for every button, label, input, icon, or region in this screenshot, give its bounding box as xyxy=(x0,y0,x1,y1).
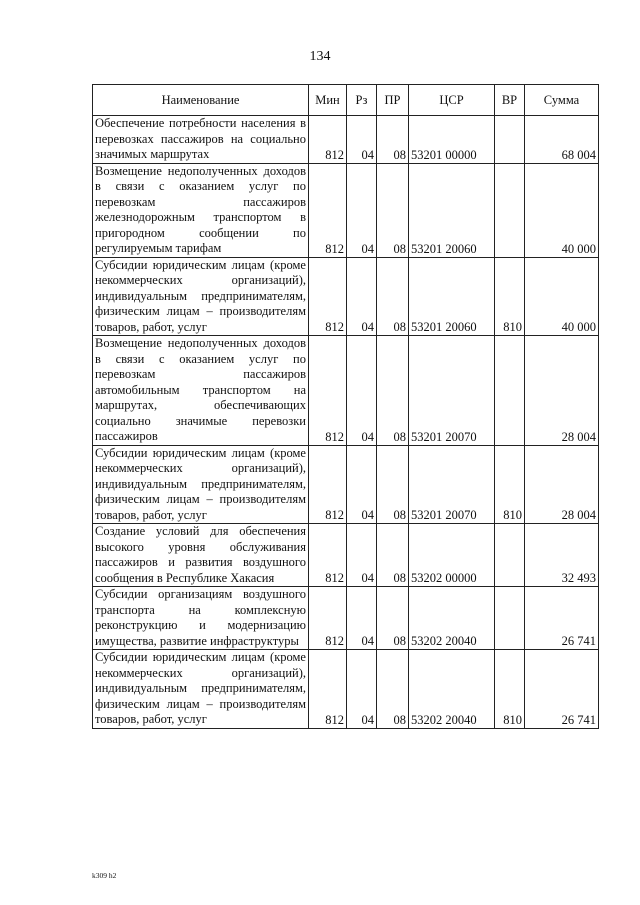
column-header-pr: ПР xyxy=(377,85,409,116)
row-min: 812 xyxy=(309,257,347,336)
row-vr xyxy=(495,524,525,587)
row-pr: 08 xyxy=(377,445,409,524)
row-sum: 26 741 xyxy=(525,587,599,650)
column-header-sum: Сумма xyxy=(525,85,599,116)
row-pr: 08 xyxy=(377,163,409,257)
row-vr: 810 xyxy=(495,257,525,336)
row-min: 812 xyxy=(309,445,347,524)
row-rz: 04 xyxy=(347,445,377,524)
page-number: 134 xyxy=(309,49,331,64)
column-header-csr: ЦСР xyxy=(409,85,495,116)
column-header-min: Мин xyxy=(309,85,347,116)
table-row xyxy=(93,587,599,650)
column-header-name: Наименование xyxy=(93,85,309,116)
row-min: 812 xyxy=(309,524,347,587)
row-csr: 53201 20060 xyxy=(409,257,495,336)
row-min: 812 xyxy=(309,650,347,729)
table-row xyxy=(93,650,599,729)
row-min: 812 xyxy=(309,116,347,164)
row-vr xyxy=(495,336,525,446)
column-header-vr: ВР xyxy=(495,85,525,116)
table-row xyxy=(93,336,599,446)
row-rz: 04 xyxy=(347,650,377,729)
row-sum: 28 004 xyxy=(525,336,599,446)
row-csr: 53201 20060 xyxy=(409,163,495,257)
table-row xyxy=(93,445,599,524)
row-sum: 26 741 xyxy=(525,650,599,729)
row-pr: 08 xyxy=(377,587,409,650)
row-csr: 53202 20040 xyxy=(409,650,495,729)
row-rz: 04 xyxy=(347,587,377,650)
row-sum: 40 000 xyxy=(525,257,599,336)
row-name: Субсидии юридическим лицам (кроме некоммерческих организаций), индивидуальным предпринимателям, физическим лицам – производителям товаров, работ, услуг xyxy=(93,257,309,336)
table-row xyxy=(93,163,599,257)
row-vr xyxy=(495,587,525,650)
row-name: Возмещение недополученных доходов в связи с оказанием услуг по перевозкам пассажиров железнодорожным транспортом в пригородном сообщении по регулируемым тарифам xyxy=(93,163,309,257)
row-rz: 04 xyxy=(347,336,377,446)
row-name: Обеспечение потребности населения в перевозках пассажиров на социально значимых маршрутах xyxy=(93,116,309,164)
row-csr: 53201 00000 xyxy=(409,116,495,164)
row-vr xyxy=(495,116,525,164)
row-pr: 08 xyxy=(377,116,409,164)
row-min: 812 xyxy=(309,163,347,257)
row-pr: 08 xyxy=(377,336,409,446)
row-vr xyxy=(495,163,525,257)
row-name: Возмещение недополученных доходов в связи с оказанием услуг по перевозкам пассажиров автомобильным транспортом на маршрутах, обеспечивающих социально значимые перевозки пассажиров xyxy=(93,336,309,446)
row-pr: 08 xyxy=(377,257,409,336)
header-row xyxy=(93,85,599,116)
row-pr: 08 xyxy=(377,524,409,587)
row-rz: 04 xyxy=(347,116,377,164)
row-pr: 08 xyxy=(377,650,409,729)
row-csr: 53202 00000 xyxy=(409,524,495,587)
row-min: 812 xyxy=(309,336,347,446)
table-row xyxy=(93,524,599,587)
row-name: Создание условий для обеспечения высокого уровня обслуживания пассажиров и развития воздушного сообщения в Республике Хакасия xyxy=(93,524,309,587)
row-rz: 04 xyxy=(347,257,377,336)
row-csr: 53201 20070 xyxy=(409,336,495,446)
row-sum: 32 493 xyxy=(525,524,599,587)
table-row xyxy=(93,257,599,336)
table-row xyxy=(93,116,599,164)
row-name: Субсидии юридическим лицам (кроме некоммерческих организаций), индивидуальным предпринимателям, физическим лицам – производителям товаров, работ, услуг xyxy=(93,650,309,729)
row-sum: 68 004 xyxy=(525,116,599,164)
row-vr: 810 xyxy=(495,650,525,729)
row-vr: 810 xyxy=(495,445,525,524)
row-min: 812 xyxy=(309,587,347,650)
row-rz: 04 xyxy=(347,524,377,587)
budget-table xyxy=(92,84,599,729)
footer-code: k309 h2 xyxy=(92,871,117,880)
row-csr: 53202 20040 xyxy=(409,587,495,650)
column-header-rz: Рз xyxy=(347,85,377,116)
row-sum: 40 000 xyxy=(525,163,599,257)
row-rz: 04 xyxy=(347,163,377,257)
row-sum: 28 004 xyxy=(525,445,599,524)
row-csr: 53201 20070 xyxy=(409,445,495,524)
row-name: Субсидии юридическим лицам (кроме некоммерческих организаций), индивидуальным предпринимателям, физическим лицам – производителям товаров, работ, услуг xyxy=(93,445,309,524)
row-name: Субсидии организациям воздушного транспорта на комплексную реконструкцию и модернизацию имущества, развитие инфраструктуры xyxy=(93,587,309,650)
